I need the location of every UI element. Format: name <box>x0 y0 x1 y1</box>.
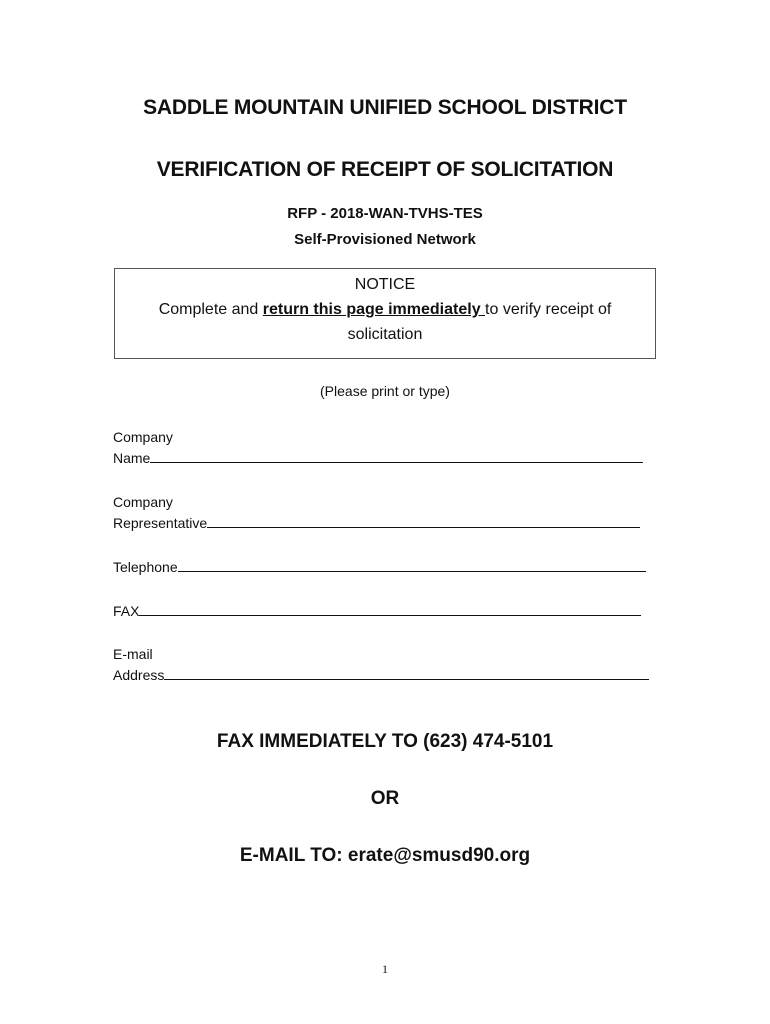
company-name-blank[interactable] <box>150 448 643 463</box>
page-number: 1 <box>382 962 388 976</box>
project-name: Self-Provisioned Network <box>294 231 476 248</box>
fax-label: FAX <box>113 603 140 619</box>
notice-text-after: to verify receipt of <box>485 301 612 318</box>
document-title: VERIFICATION OF RECEIPT OF SOLICITATION <box>156 158 614 181</box>
telephone-blank[interactable] <box>178 557 646 572</box>
notice-box <box>114 268 656 359</box>
email-instruction: E-MAIL TO: erate@smusd90.org <box>239 845 531 866</box>
notice-text <box>115 297 655 322</box>
company-representative-blank[interactable] <box>207 513 640 528</box>
fax-instruction: FAX IMMEDIATELY TO (623) 474-5101 <box>216 731 554 752</box>
email-address-field <box>113 644 649 686</box>
company-name-label: Name <box>113 450 151 466</box>
notice-text-line2: solicitation <box>347 326 423 343</box>
district-heading: SADDLE MOUNTAIN UNIFIED SCHOOL DISTRICT <box>143 96 627 119</box>
print-note: (Please print or type) <box>320 383 450 399</box>
company-name-field <box>113 427 643 469</box>
email-label-line1: E-mail <box>113 646 153 662</box>
telephone-field <box>113 557 646 578</box>
email-label: Address <box>113 667 165 683</box>
company-name-label-line1: Company <box>113 429 173 445</box>
fax-blank[interactable] <box>139 601 641 616</box>
company-rep-label: Representative <box>113 515 208 531</box>
notice-emphasis: return this page immediately <box>262 301 486 318</box>
rfp-number: RFP - 2018-WAN-TVHS-TES <box>287 205 483 222</box>
fax-field <box>113 601 641 622</box>
company-rep-label-line1: Company <box>113 494 173 510</box>
or-separator: OR <box>370 788 400 809</box>
notice-text-before: Complete and <box>158 301 263 318</box>
email-address-blank[interactable] <box>164 665 649 680</box>
company-representative-field <box>113 492 640 534</box>
notice-heading: NOTICE <box>354 276 416 293</box>
telephone-label: Telephone <box>113 559 178 575</box>
